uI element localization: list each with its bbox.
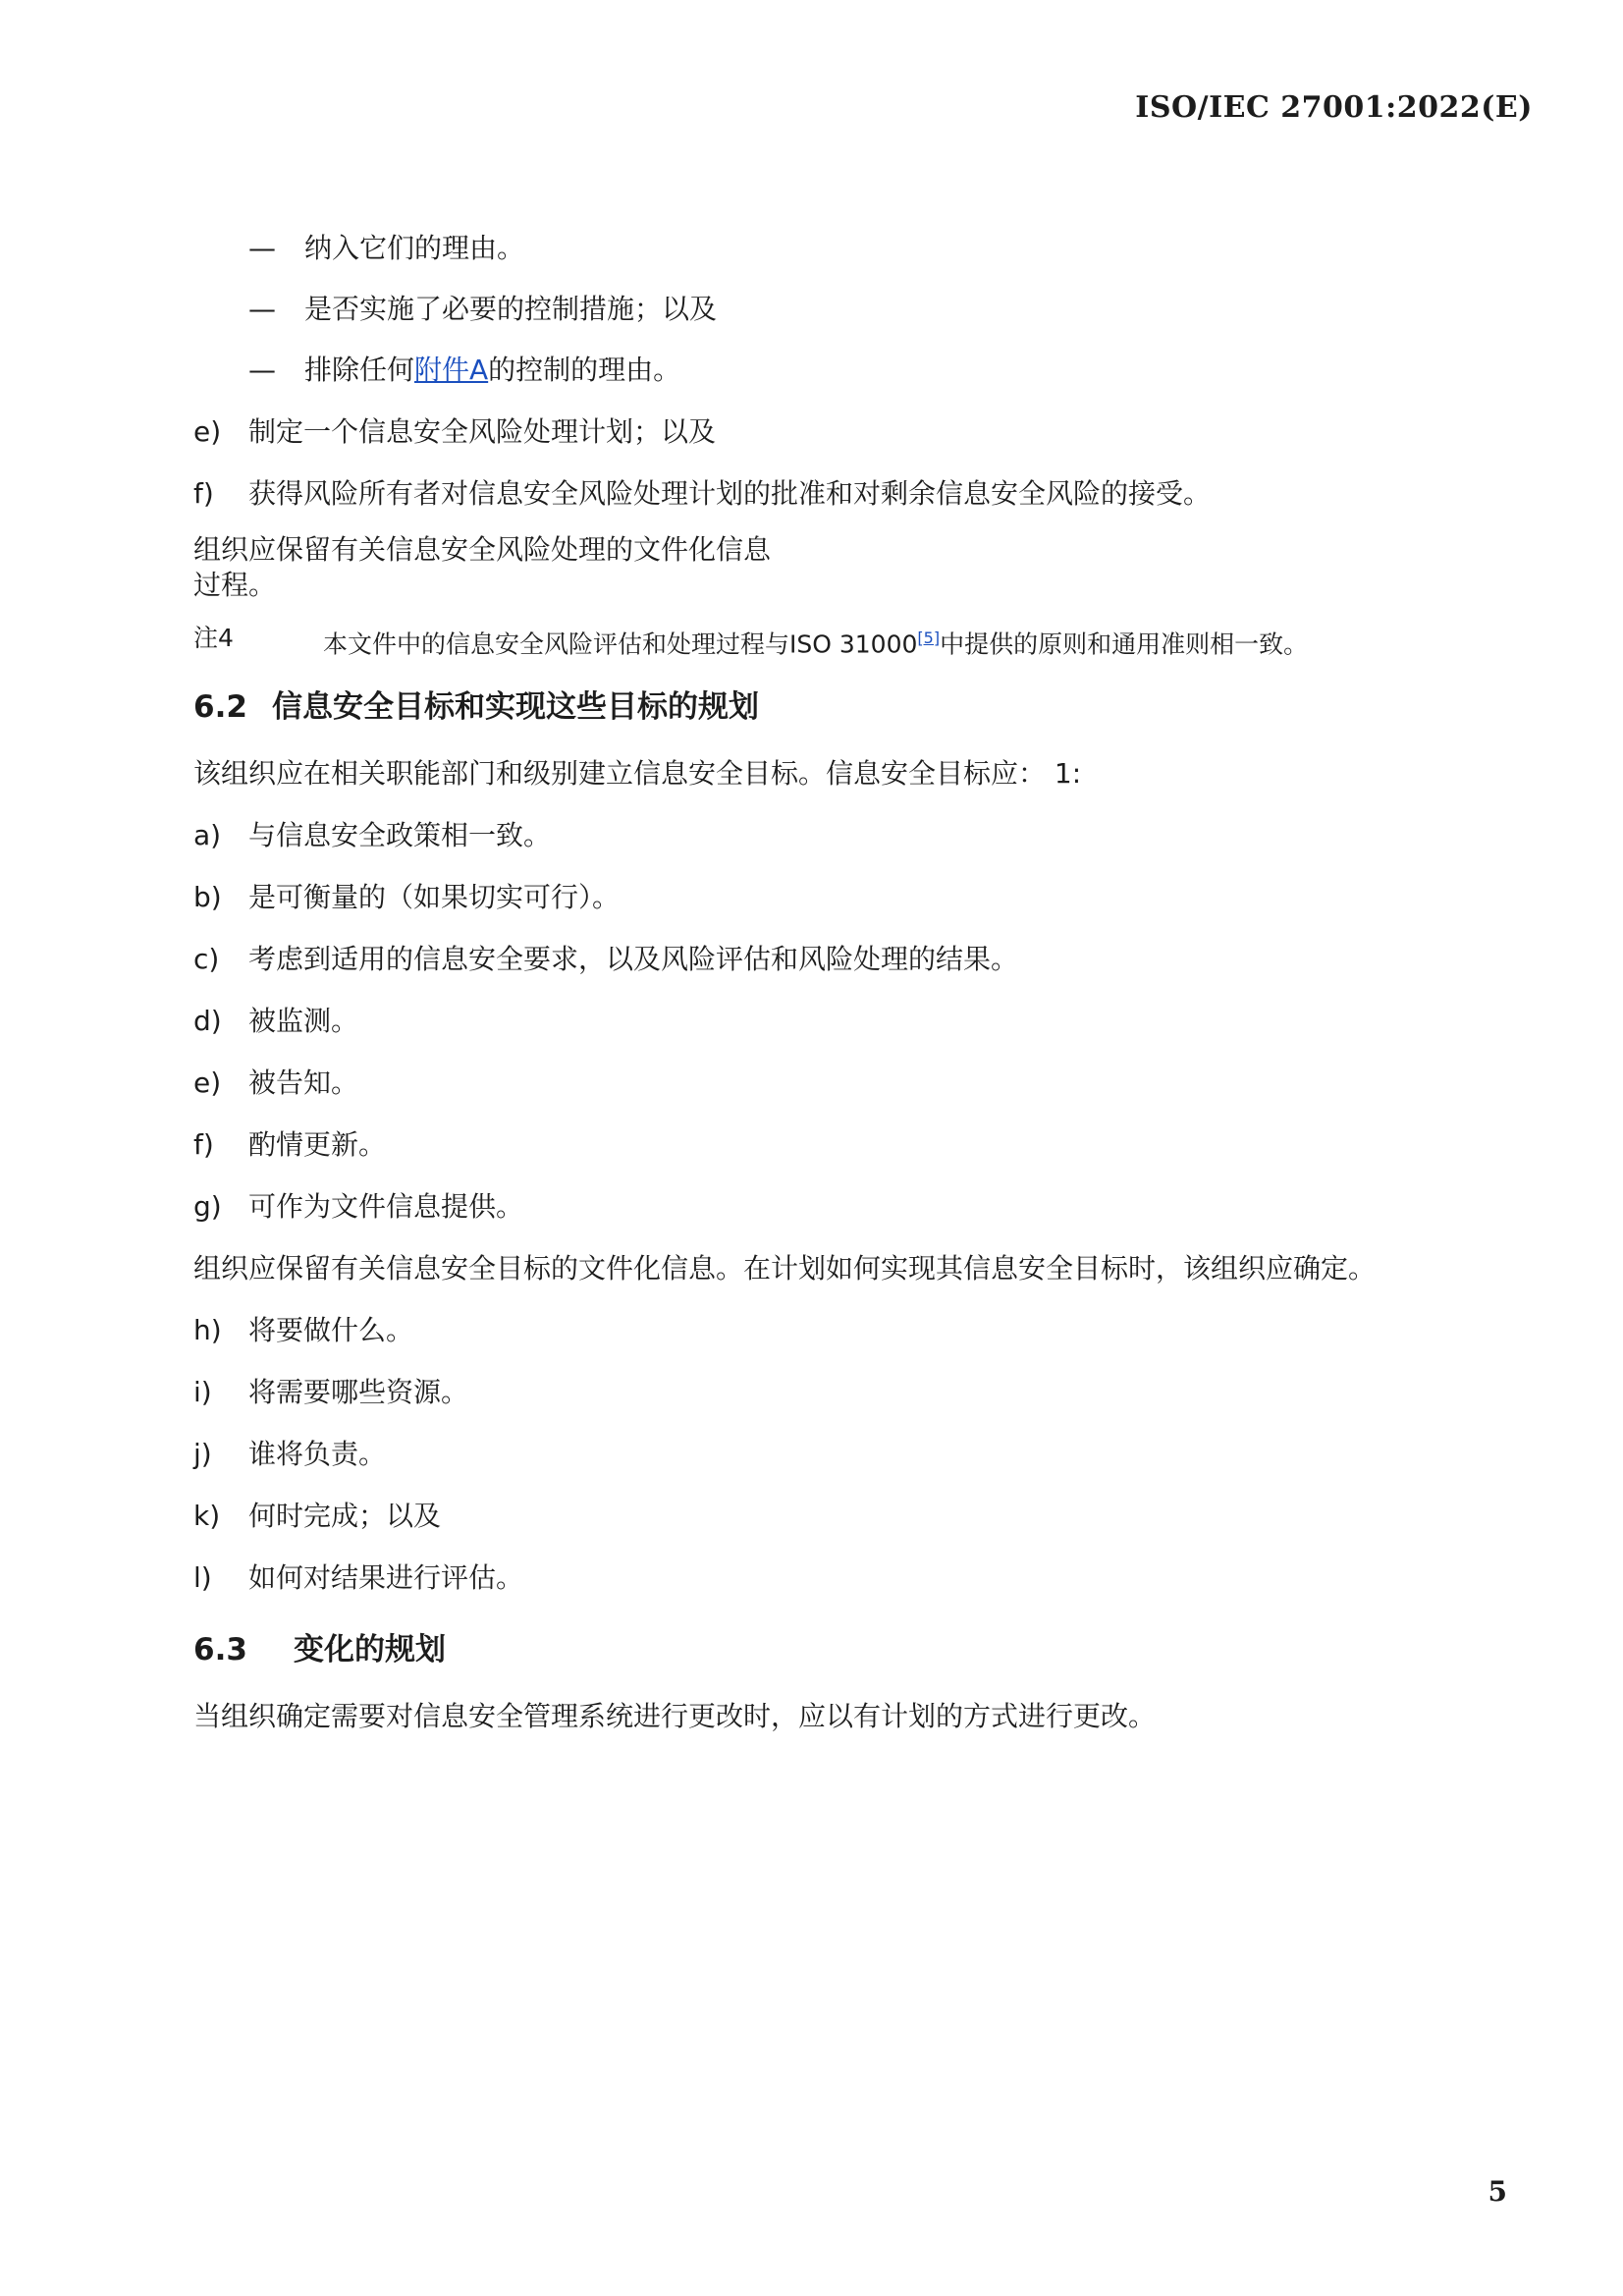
list-item-text: 是否实施了必要的控制措施；以及: [304, 293, 718, 325]
note-text-after: 中提供的原则和通用准则相一致。: [940, 629, 1309, 659]
list-item: [193, 463, 1499, 524]
list-item-label: i): [193, 1376, 212, 1408]
list-item-label: f): [193, 477, 214, 510]
list-item: [193, 1485, 1499, 1547]
retain-paragraph: [193, 532, 1499, 603]
list-item-text: 制定一个信息安全风险处理计划；以及: [248, 415, 717, 448]
list-item-text: 如何对结果进行评估。: [248, 1561, 524, 1594]
paragraph-line: 组织应保留有关信息安全风险处理的文件化信息: [193, 533, 772, 566]
list-item: [193, 1547, 1499, 1609]
document-header: ISO/IEC 27001:2022(E): [1135, 90, 1533, 125]
list-item: [193, 340, 1499, 401]
list-item: [193, 1114, 1499, 1175]
section-heading-6-3: [193, 1614, 1499, 1685]
list-item-label: l): [193, 1561, 212, 1594]
list-item-text: 被告知。: [248, 1066, 359, 1099]
list-item-text: 将需要哪些资源。: [248, 1376, 469, 1408]
list-item: [193, 1361, 1499, 1423]
section-title: 信息安全目标和实现这些目标的规划: [272, 689, 759, 725]
list-item: [193, 1423, 1499, 1485]
note-text-before: 本文件中的信息安全风险评估和处理过程与ISO 31000: [323, 629, 918, 659]
list-item-label: b): [193, 881, 222, 913]
section-title: 变化的规划: [294, 1632, 446, 1667]
paragraph-line: 过程。: [193, 569, 277, 601]
list-item-label: e): [193, 1066, 222, 1099]
dash-bullet: —: [248, 293, 276, 325]
list-item-label: e): [193, 415, 222, 448]
list-item-label: j): [193, 1438, 212, 1470]
section-intro: 该组织应在相关职能部门和级别建立信息安全目标。信息安全目标应： 1:: [193, 757, 1082, 790]
list-item-text: 酌情更新。: [248, 1128, 387, 1161]
list-item-label: a): [193, 819, 222, 851]
note-label: 注4: [193, 624, 234, 652]
list-item: [193, 1299, 1499, 1361]
list-item-label: d): [193, 1005, 222, 1037]
list-item: [193, 990, 1499, 1052]
list-item: [193, 804, 1499, 866]
note-4: [193, 609, 1499, 668]
annex-a-link[interactable]: 附件A: [414, 354, 489, 386]
list-item-text: 考虑到适用的信息安全要求，以及风险评估和风险处理的结果。: [248, 943, 1019, 975]
page-content: [193, 218, 1499, 1747]
list-item: [193, 279, 1499, 340]
list-item-label: k): [193, 1500, 221, 1532]
objectives-retain-paragraph: 组织应保留有关信息安全目标的文件化信息。在计划如何实现其信息安全目标时，该组织应确定。: [193, 1252, 1377, 1285]
list-item-text: 可作为文件信息提供。: [248, 1190, 524, 1223]
list-item-text: 被监测。: [248, 1005, 359, 1037]
list-item-text: 与信息安全政策相一致。: [248, 819, 552, 851]
list-item: [193, 928, 1499, 990]
dash-bullet: —: [248, 232, 276, 264]
list-item: [193, 1175, 1499, 1237]
section-text: 当组织确定需要对信息安全管理系统进行更改时，应以有计划的方式进行更改。: [193, 1700, 1157, 1732]
list-item-text: 将要做什么。: [248, 1314, 414, 1346]
list-item-text: 谁将负责。: [248, 1438, 387, 1470]
reference-link[interactable]: [5]: [917, 629, 941, 647]
list-item: [193, 218, 1499, 279]
section-number: 6.3: [193, 1632, 247, 1667]
list-item-text: 何时完成；以及: [248, 1500, 442, 1532]
list-item-text: 获得风险所有者对信息安全风险处理计划的批准和对剩余信息安全风险的接受。: [248, 477, 1212, 510]
list-item: [193, 866, 1499, 928]
list-item-label: c): [193, 943, 220, 975]
dash-bullet: —: [248, 354, 276, 386]
list-item: [193, 401, 1499, 463]
list-item-text-after: 的控制的理由。: [488, 354, 681, 386]
list-item-text-before: 排除任何: [304, 354, 415, 386]
page-number: 5: [1488, 2175, 1507, 2208]
section-heading-6-2: [193, 672, 1499, 742]
list-item: [193, 1052, 1499, 1114]
list-item-label: g): [193, 1190, 222, 1223]
list-item-label: h): [193, 1314, 222, 1346]
section-number: 6.2: [193, 689, 247, 725]
list-item-text: 是可衡量的（如果切实可行）。: [248, 881, 621, 913]
list-item-text: 纳入它们的理由。: [304, 232, 525, 264]
list-item-label: f): [193, 1128, 214, 1161]
